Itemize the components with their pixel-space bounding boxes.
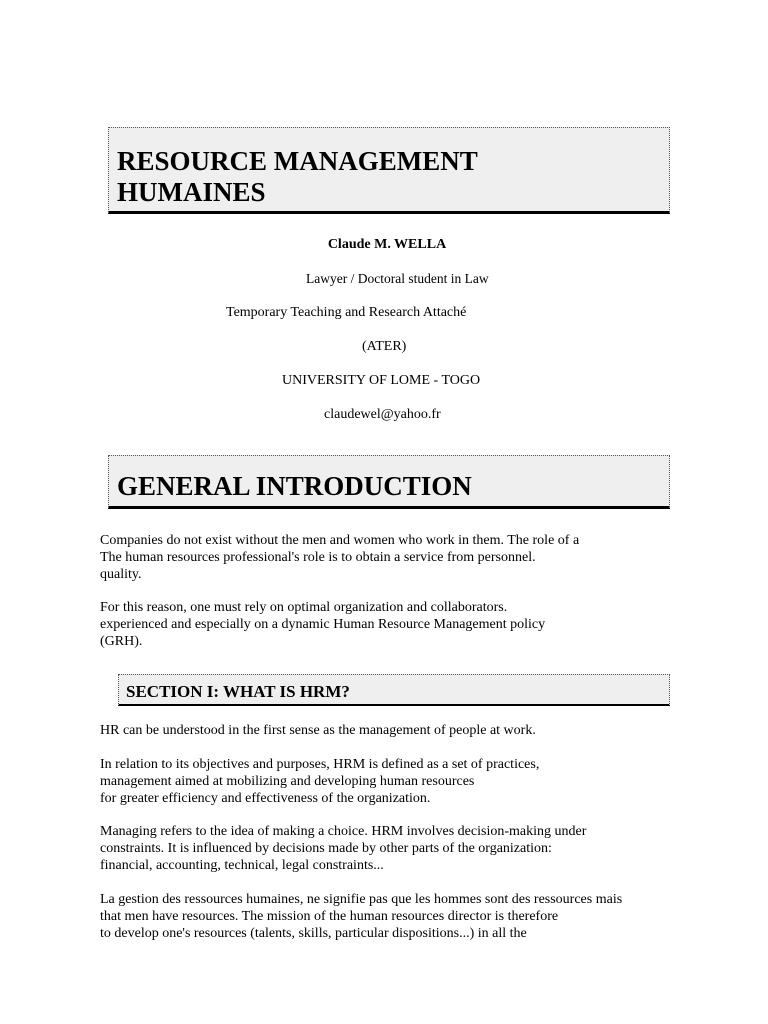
section-paragraph	[100, 823, 700, 874]
section-paragraph	[100, 756, 700, 807]
paragraph-line: that men have resources. The mission of the human resources director is therefore	[100, 909, 559, 924]
document-title-line: RESOURCE MANAGEMENT	[117, 146, 478, 176]
author-email: claudewel@yahoo.fr	[324, 407, 441, 422]
paragraph-line: experienced and especially on a dynamic Human Resource Management policy	[100, 617, 546, 632]
paragraph-line: constraints. It is influenced by decisions made by other parts of the organization:	[100, 841, 552, 856]
paragraph-line: La gestion des ressources humaines, ne signifie pas que les hommes sont des ressources mais	[100, 892, 623, 907]
paragraph-line: HR can be understood in the first sense as the management of people at work.	[100, 723, 536, 738]
document-title	[117, 146, 657, 208]
author-abbrev: (ATER)	[362, 339, 407, 354]
paragraph-line: Companies do not exist without the men and women who work in them. The role of a	[100, 533, 580, 548]
paragraph-line: The human resources professional's role is to obtain a service from personnel.	[100, 550, 536, 565]
paragraph-line: quality.	[100, 567, 142, 582]
section-heading: SECTION I: WHAT IS HRM?	[126, 682, 350, 701]
paragraph-line: In relation to its objectives and purposes, HRM is defined as a set of practices,	[100, 757, 540, 772]
paragraph-line: to develop one's resources (talents, skills, particular dispositions...) in all the	[100, 926, 527, 941]
section-heading-box	[118, 674, 670, 706]
paragraph-line: (GRH).	[100, 634, 143, 649]
intro-heading: GENERAL INTRODUCTION	[117, 471, 472, 501]
paragraph-line: Managing refers to the idea of making a choice. HRM involves decision-making under	[100, 824, 587, 839]
paragraph-line: for greater efficiency and effectiveness of the organization.	[100, 791, 431, 806]
document-title-line: HUMAINES	[117, 177, 266, 207]
section-paragraph	[100, 722, 700, 739]
intro-paragraph	[100, 599, 700, 650]
title-box	[108, 127, 670, 214]
section-paragraph	[100, 891, 700, 942]
author-name: Claude M. WELLA	[327, 237, 447, 252]
author-university: UNIVERSITY OF LOME - TOGO	[282, 373, 481, 388]
paragraph-line: For this reason, one must rely on optimal organization and collaborators.	[100, 600, 508, 615]
intro-heading-box	[108, 455, 670, 509]
author-role: Lawyer / Doctoral student in Law	[306, 271, 489, 286]
paragraph-line: financial, accounting, technical, legal constraints...	[100, 858, 384, 873]
author-position: Temporary Teaching and Research Attaché	[226, 305, 467, 320]
intro-paragraph	[100, 532, 700, 583]
paragraph-line: management aimed at mobilizing and developing human resources	[100, 774, 475, 789]
